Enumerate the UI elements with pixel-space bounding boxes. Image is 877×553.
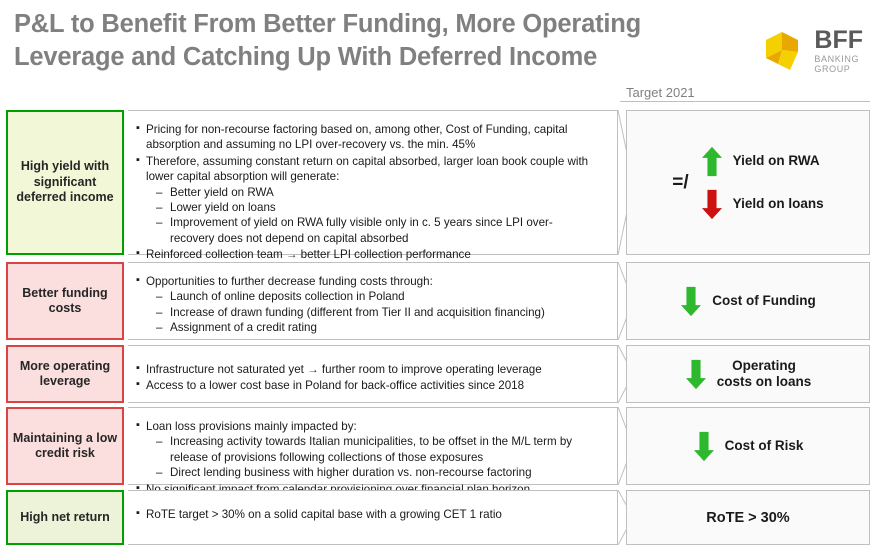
bullet-item (136, 362, 592, 377)
row-bullet-list (128, 115, 618, 271)
bullet-text: Infrastructure not saturated yet → further room to improve operating leverage (146, 363, 542, 376)
page-title: P&L to Benefit From Better Funding, More Operating Leverage and Catching Up With Deferred Income (14, 10, 642, 71)
target-box (626, 262, 870, 340)
bullet-item (136, 378, 592, 393)
target-box (626, 490, 870, 545)
bullet-item (136, 154, 592, 246)
bullet-text: Therefore, assuming constant return on capital absorbed, larger loan book couple with lower capital absorption will generate: (146, 154, 589, 184)
bullet-text: Pricing for non-recourse factoring based on, among other, Cost of Funding, capital absorption and assuming no LPI over-recovery vs. the min. 45% (146, 123, 568, 152)
target-item (701, 146, 824, 177)
row-label-box (6, 262, 124, 340)
bullet-item (136, 247, 592, 262)
bullet-text: RoTE target > 30% on a solid capital base with a growing CET 1 ratio (146, 508, 502, 521)
row-bullet-list (128, 355, 618, 402)
bullet-text: Loan loss provisions mainly impacted by: (146, 420, 357, 433)
logo-subtitle-line2: GROUP (814, 64, 851, 75)
bullet-text: Opportunities to further decrease funding costs through: (146, 275, 433, 288)
arrow-down-icon (685, 359, 707, 390)
bullet-item (136, 507, 592, 522)
target-text: Operating costs on loans (716, 357, 812, 389)
equals-slash-symbol: =/ (672, 171, 689, 193)
row-label-box (6, 345, 124, 403)
bullet-item (136, 419, 592, 481)
bullet-text: Access to a lower cost base in Poland for back-office activities since 2018 (146, 379, 525, 393)
target-box (626, 110, 870, 255)
bff-logo-mark-icon (764, 30, 806, 72)
target-text: Yield on RWA (732, 152, 820, 168)
row-label-text: Maintaining a low credit risk (12, 430, 118, 460)
bullet-text: Reinforced collection team → better LPI collection performance (146, 248, 471, 262)
row-label-text: More operating leverage (19, 358, 111, 388)
row-label-box (6, 490, 124, 545)
target-text: RoTE > 30% (706, 509, 790, 526)
sub-bullet-item: – Assignment of a credit rating (156, 320, 592, 335)
row-label-box (6, 110, 124, 255)
row-label-text: High yield with significant deferred income (16, 159, 114, 205)
sub-bullet-item: – Launch of online deposits collection in Poland (156, 289, 592, 304)
row-bullet-list (128, 500, 618, 530)
row-bullet-list (128, 267, 618, 344)
target-item (701, 189, 824, 220)
target-item (685, 358, 812, 390)
sub-bullet-item: – Lower yield on loans (156, 200, 592, 215)
target-text: Cost of Funding (712, 292, 816, 308)
target-box (626, 407, 870, 485)
target-item (693, 431, 804, 462)
target-item (680, 286, 815, 317)
sub-bullet-item: – Better yield on RWA (156, 185, 592, 200)
logo-subtitle-line1: BANKING (814, 54, 860, 64)
logo-subtitle (814, 54, 863, 75)
arrow-down-icon (680, 286, 702, 317)
target-text: Yield on loans (732, 195, 824, 211)
target-column-label: Target 2021 (626, 85, 695, 100)
row-label-text: Better funding costs (22, 285, 108, 315)
sub-bullet-item: – Increase of drawn funding (different from Tier II and acquisition financing) (156, 305, 592, 320)
arrow-down-icon (701, 189, 723, 220)
sub-bullet-item: – Increasing activity towards Italian municipalities, to be offset in the M/L term by release of provisions following collections of those exposures (156, 434, 592, 465)
target-column-divider (620, 101, 870, 102)
target-box (626, 345, 870, 403)
bullet-item (136, 122, 592, 153)
arrow-up-icon (701, 146, 723, 177)
sub-bullet-item: – Direct lending business with higher duration vs. non-recourse factoring (156, 465, 592, 480)
bff-logo (764, 28, 863, 75)
logo-wordmark: BFF (814, 26, 863, 54)
bullet-item (136, 274, 592, 336)
row-label-text: High net return (20, 509, 110, 524)
arrow-down-icon (693, 431, 715, 462)
sub-bullet-item: – Improvement of yield on RWA fully visible only in c. 5 years since LPI over-recovery does not depend on capital absorbed (156, 215, 592, 246)
row-label-box (6, 407, 124, 485)
target-text: Cost of Risk (724, 437, 804, 453)
